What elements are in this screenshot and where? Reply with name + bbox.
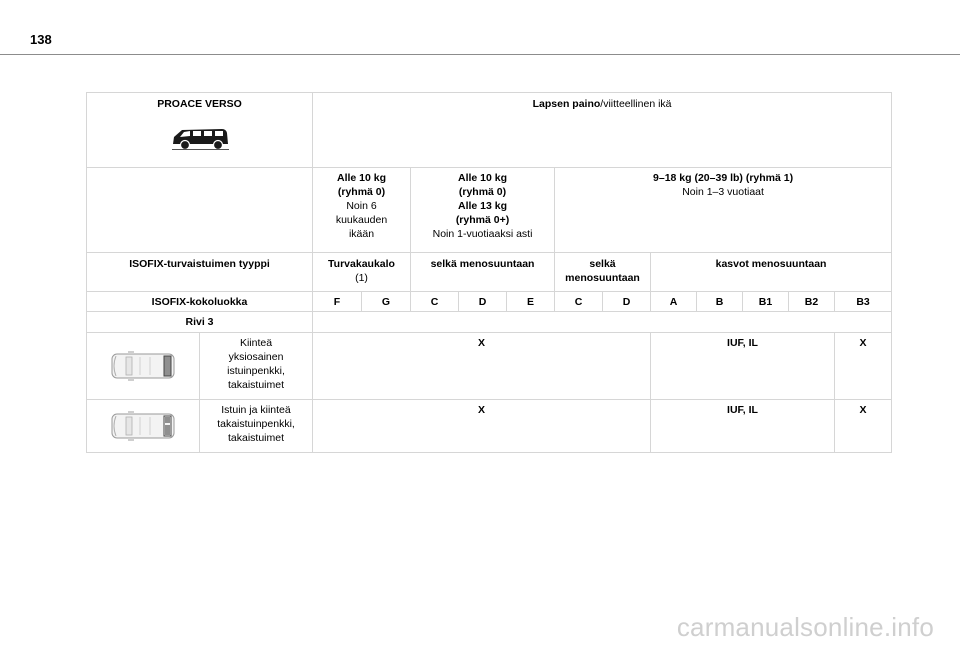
isofix-type-row (87, 253, 892, 292)
child-weight-bold: Lapsen paino (532, 98, 601, 110)
carrycot-note: (1) (355, 272, 368, 284)
page-number: 138 (30, 32, 52, 47)
isofix-table (86, 92, 892, 453)
van-top-seat-icon (110, 408, 176, 444)
seat-description-line: istuinpenkki, (227, 365, 285, 377)
size-class-cell: A (651, 292, 697, 312)
seat-description-line: takaistuimet (227, 432, 285, 444)
size-class-cell: E (507, 292, 555, 312)
size-class-row (87, 292, 892, 312)
size-class-cell: B1 (743, 292, 789, 312)
rear-facing-value: X (313, 333, 651, 400)
size-class-label: ISOFIX-kokoluokka (87, 292, 313, 312)
row-3-label: Rivi 3 (87, 312, 313, 333)
group-0plus-age: Noin 1-vuotiaaksi asti (432, 228, 533, 240)
seat-description-line: takaistuimet (227, 379, 285, 391)
group-0-label: (ryhmä 0) (337, 186, 386, 198)
size-class-cell: C (555, 292, 603, 312)
child-weight-header (313, 93, 892, 168)
vehicle-cell (87, 93, 313, 168)
row-3-header (87, 312, 892, 333)
rear-facing-label-1: selkä menosuuntaan (411, 253, 555, 292)
isofix-table-container (86, 92, 892, 453)
group-0-cell (313, 168, 411, 253)
seat-description-line: Istuin ja kiinteä (221, 404, 291, 416)
b3-value: X (835, 333, 892, 400)
child-weight-rest: /viitteellinen ikä (600, 98, 672, 110)
rear-facing-label-2a: selkä (589, 258, 616, 270)
group-0-age-2: kuukauden (335, 214, 388, 226)
rear-facing-label-2b: menosuuntaan (565, 272, 640, 284)
seat-description-line: Kiinteä (239, 337, 273, 349)
seat-description-line: takaistuinpenkki, (217, 418, 295, 430)
isofix-type-label: ISOFIX-turvaistuimen tyyppi (87, 253, 313, 292)
seat-description (200, 333, 313, 400)
size-class-cell: G (362, 292, 411, 312)
group-0-weight: Alle 10 kg (337, 172, 387, 184)
group-0-age-3: ikään (348, 228, 375, 240)
seat-layout-cell (87, 333, 200, 400)
group-1-age: Noin 1–3 vuotiaat (682, 186, 764, 198)
forward-facing-value: IUF, IL (651, 400, 835, 453)
group-0plus-weight-2: Alle 13 kg (458, 200, 508, 212)
empty-cell (313, 312, 892, 333)
seat-layout-cell (87, 400, 200, 453)
group-0-age-1: Noin 6 (346, 200, 377, 212)
size-class-cell: C (411, 292, 459, 312)
carrycot-cell (313, 253, 411, 292)
seat-row (87, 333, 892, 400)
van-top-seat-icon (110, 348, 176, 384)
van-side-icon (170, 124, 230, 152)
size-class-cell: B (697, 292, 743, 312)
group-0plus-weight-1: Alle 10 kg (458, 172, 508, 184)
seat-description-line: yksiosainen (228, 351, 284, 363)
header-divider (0, 54, 960, 55)
vehicle-label: PROACE VERSO (157, 98, 242, 110)
seat-row (87, 400, 892, 453)
group-0plus-label-1: (ryhmä 0) (458, 186, 507, 198)
group-1-weight: 9–18 kg (20–39 lb) (ryhmä 1) (653, 172, 794, 184)
forward-facing-value: IUF, IL (651, 333, 835, 400)
forward-facing-label: kasvot menosuuntaan (651, 253, 892, 292)
group-0plus-cell (411, 168, 555, 253)
weight-group-row (87, 168, 892, 253)
b3-value: X (835, 400, 892, 453)
carrycot-label: Turvakaukalo (328, 258, 395, 270)
size-class-cell: F (313, 292, 362, 312)
empty-cell (87, 168, 313, 253)
size-class-cell: D (459, 292, 507, 312)
watermark: carmanualsonline.info (676, 612, 934, 642)
size-class-cell: B2 (789, 292, 835, 312)
seat-description (200, 400, 313, 453)
group-0plus-label-2: (ryhmä 0+) (455, 214, 510, 226)
size-class-cell: D (603, 292, 651, 312)
table-header-row (87, 93, 892, 168)
group-1-cell (555, 168, 892, 253)
rear-facing-cell-2 (555, 253, 651, 292)
rear-facing-value: X (313, 400, 651, 453)
size-class-cell: B3 (835, 292, 892, 312)
